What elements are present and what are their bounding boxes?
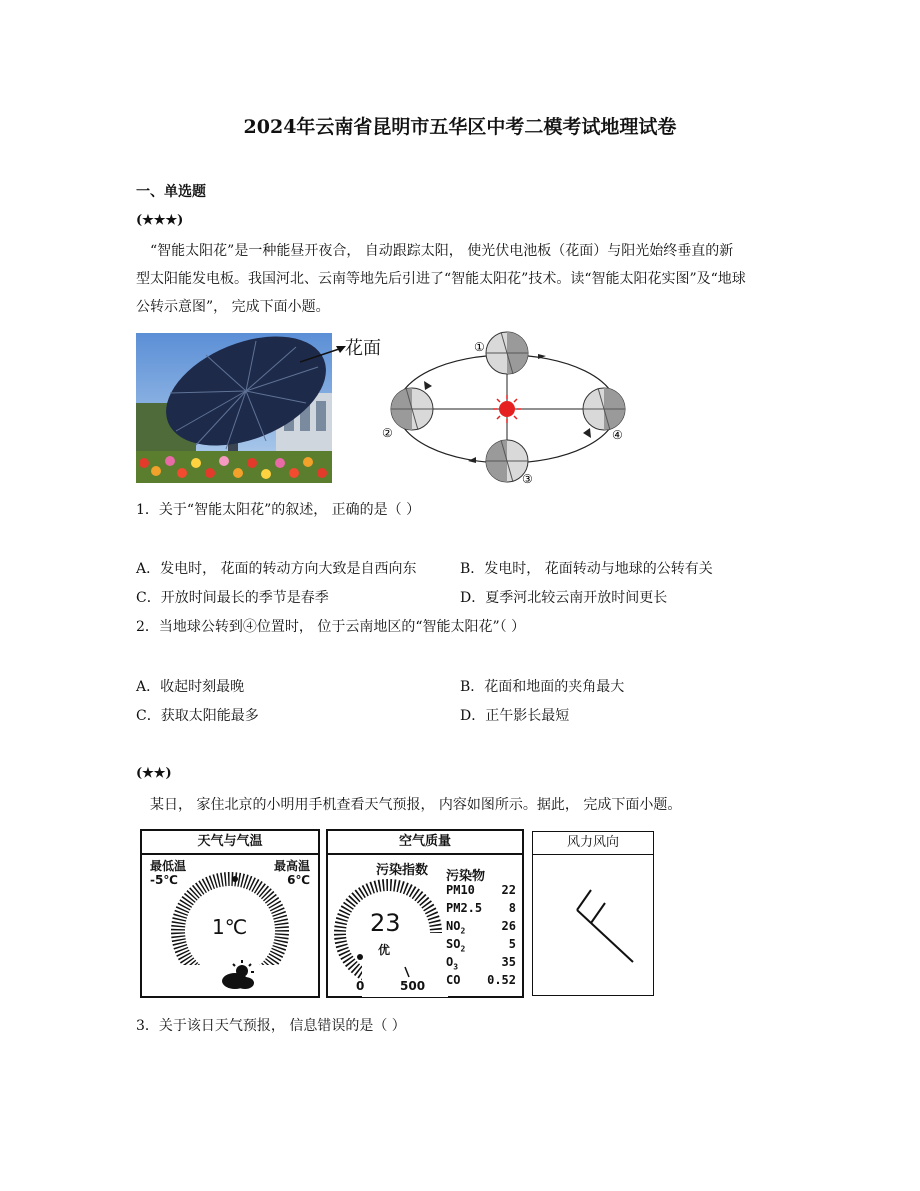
- intro-paragraph: [136, 237, 786, 321]
- pollution-index-label: 污染指数: [376, 863, 429, 878]
- position-label: ①: [474, 340, 485, 354]
- pollutant-value: 35: [501, 955, 516, 969]
- intro-paragraph: 某日， 家住北京的小明用手机查看天气预报， 内容如图所示。据此， 完成下面小题。: [150, 797, 682, 813]
- flower-face-label: 花面: [345, 338, 381, 359]
- max-temp-value: 6℃: [287, 873, 310, 887]
- panel-title: 风力风向: [533, 832, 653, 855]
- aqi-value: 23: [370, 909, 401, 937]
- option-d[interactable]: D．夏季河北较云南开放时间更长: [460, 590, 668, 606]
- min-temp-label: 最低温: [150, 859, 187, 873]
- difficulty-stars: (★★★): [136, 213, 184, 228]
- max-temp-label: 最高温: [273, 859, 310, 873]
- intro-line: “智能太阳花”是一种能昼开夜合， 自动跟踪太阳， 使光伏电池板（花面）与阳光始终垂直的新: [150, 243, 734, 259]
- air-quality-panel: [326, 829, 524, 998]
- position-label: ④: [612, 428, 623, 442]
- panel-title: 天气与气温: [142, 831, 318, 855]
- scale-min: 0: [356, 979, 365, 993]
- pollutant-value: 0.52: [487, 973, 516, 987]
- option-a[interactable]: A．收起时刻最晚: [136, 679, 245, 695]
- option-d[interactable]: D．正午影长最短: [460, 708, 570, 724]
- position-label: ③: [522, 472, 533, 486]
- wind-panel: [532, 831, 654, 996]
- pollutant-name: [446, 955, 458, 971]
- section-heading: 一、单选题: [136, 184, 206, 200]
- difficulty-stars: (★★): [136, 766, 172, 781]
- pollutant-subscript: 3: [453, 962, 459, 972]
- pollutant-symbol: SO: [446, 937, 461, 951]
- pollutant-value: 26: [501, 919, 516, 933]
- weather-panel: [140, 829, 320, 998]
- aqi-grade: 优: [378, 943, 391, 957]
- min-temp-value: -5℃: [150, 873, 178, 887]
- panel-title: 空气质量: [328, 831, 522, 855]
- question-stem: 2．当地球公转到④位置时， 位于云南地区的“智能太阳花”（ ）: [136, 619, 526, 635]
- pointer-arrow: [300, 336, 350, 366]
- globe-icon: [486, 332, 528, 374]
- globe-icon: [583, 388, 625, 430]
- pollutant-name: [446, 937, 465, 953]
- question-stem: 3．关于该日天气预报， 信息错误的是（ ）: [136, 1018, 406, 1034]
- intro-line: 型太阳能发电板。我国河北、云南等地先后引进了“智能太阳花”技术。读“智能太阳花实图”及“地球: [136, 271, 746, 287]
- option-c[interactable]: C．获取太阳能最多: [136, 708, 259, 724]
- pollutant-name: [446, 919, 465, 935]
- pollutant-value: 5: [508, 937, 516, 951]
- pollutant-header: 污染物: [446, 869, 486, 884]
- scale-max: 500: [400, 979, 426, 993]
- current-temp: 1℃: [212, 915, 248, 939]
- earth-revolution-diagram: [380, 325, 640, 487]
- option-b[interactable]: B．花面和地面的夹角最大: [460, 679, 625, 695]
- option-c[interactable]: C．开放时间最长的季节是春季: [136, 590, 329, 606]
- pollutant-symbol: O: [446, 955, 454, 969]
- partly-cloudy-icon: [218, 959, 258, 991]
- page-title: 2024年云南省昆明市五华区中考二模考试地理试卷: [243, 116, 677, 138]
- option-a[interactable]: A．发电时， 花面的转动方向大致是自西向东: [136, 561, 417, 577]
- pollutant-subscript: 2: [460, 944, 466, 954]
- pollutant-symbol: NO: [446, 919, 461, 933]
- question-stem: 1．关于“智能太阳花”的叙述， 正确的是（ ）: [136, 502, 421, 518]
- position-label: ②: [382, 426, 393, 440]
- pollutant-name: PM2.5: [446, 901, 483, 915]
- pollutant-subscript: 2: [460, 926, 466, 936]
- pollutant-value: 8: [508, 901, 516, 915]
- globe-icon: [391, 388, 433, 430]
- pollutant-value: 22: [501, 883, 516, 897]
- option-b[interactable]: B．发电时， 花面转动与地球的公转有关: [460, 561, 713, 577]
- pollutant-name: CO: [446, 973, 461, 987]
- pollutant-name: PM10: [446, 883, 475, 897]
- intro-line: 公转示意图”， 完成下面小题。: [136, 299, 330, 315]
- wind-barb-icon: [563, 888, 643, 968]
